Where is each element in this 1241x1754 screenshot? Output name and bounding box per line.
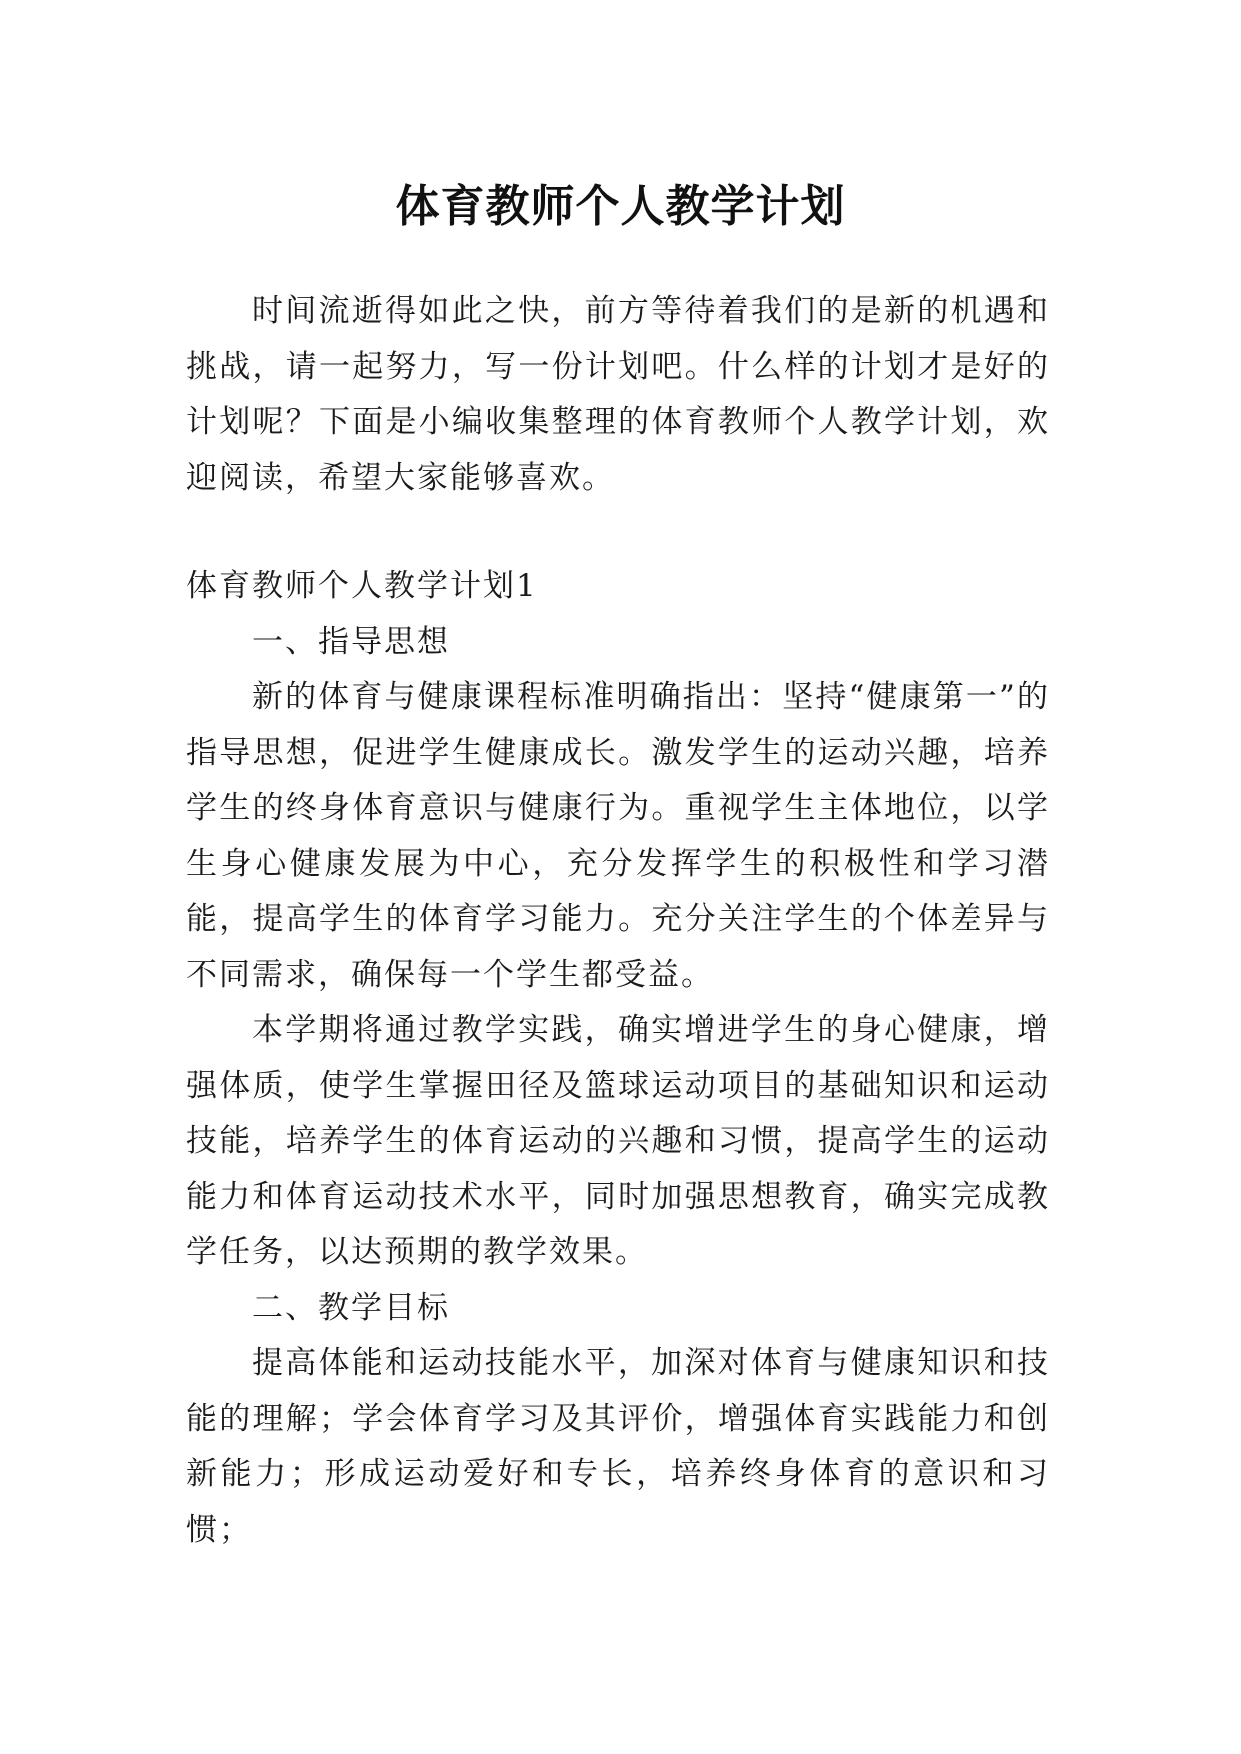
heading-teaching-goals: 二、教学目标 <box>252 1289 450 1326</box>
paragraph-teaching-goals: 提高体能和运动技能水平，加深对体育与健康知识和技能的理解；学会体育学习及其评价，增强体育实践能力和创新能力；形成运动爱好和专长，培养终身体育的意识和习惯； <box>186 1345 1050 1548</box>
document-title: 体育教师个人教学计划 <box>395 181 846 233</box>
paragraph-semester-plan: 本学期将通过教学实践，确实增进学生的身心健康，增强体质，使学生掌握田径及篮球运动项目的基础知识和运动技能，培养学生的体育运动的兴趣和习惯，提高学生的运动能力和体育运动技术水平，同时加强思想教育，确实完成教学任务，以达预期的教学效果。 <box>186 1012 1050 1270</box>
section-title-1: 体育教师个人教学计划1 <box>186 568 538 604</box>
intro-paragraph: 时间流逝得如此之快，前方等待着我们的是新的机遇和挑战，请一起努力，写一份计划吧。什么样的计划才是好的计划呢？下面是小编收集整理的体育教师个人教学计划，欢迎阅读，希望大家能够喜欢。 <box>186 293 1050 496</box>
heading-guiding-ideology: 一、指导思想 <box>252 623 450 660</box>
paragraph-guiding-ideology: 新的体育与健康课程标准明确指出：坚持“健康第一”的指导思想，促进学生健康成长。激发学生的运动兴趣，培养学生的终身体育意识与健康行为。重视学生主体地位，以学生身心健康发展为中心，充分发挥学生的积极性和学习潜能，提高学生的体育学习能力。充分关注学生的个体差异与不同需求，确保每一个学生都受益。 <box>186 679 1050 993</box>
spacer <box>186 506 1050 559</box>
document-body <box>186 284 1050 1558</box>
